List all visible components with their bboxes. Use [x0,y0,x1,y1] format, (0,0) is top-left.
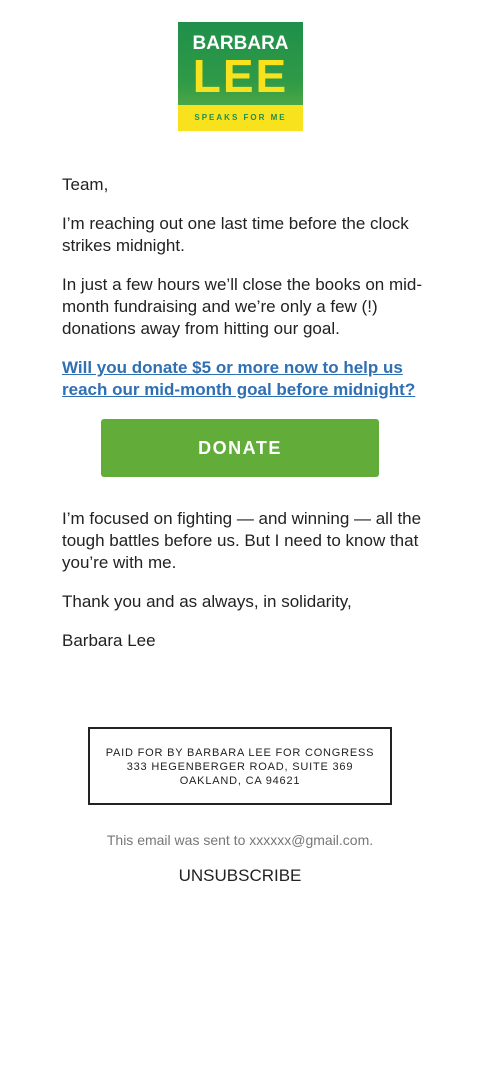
closing-paragraph-2: Thank you and as always, in solidarity, [62,592,352,611]
disclaimer-line-3: OAKLAND, CA 94621 [179,775,301,787]
logo-top-text: BARBARA [192,33,289,54]
disclaimer-line-1: PAID FOR BY BARBARA LEE FOR CONGRESS [105,747,375,759]
donate-ask-link[interactable]: Will you donate $5 or more now to help us reach our mid-month goal before midnight? [62,358,416,399]
signature: Barbara Lee [62,631,156,650]
barbara-lee-logo [178,22,303,131]
body-paragraph-1: I’m reaching out one last time before the clock strikes midnight. [62,214,409,255]
logo-main-text: LEE [192,50,289,102]
donate-button-wrap [0,419,480,477]
closing-paragraph-1: I’m focused on fighting — and winning — all the tough battles before us. But I need to know that you’re with me. [62,509,422,572]
greeting: Team, [62,175,109,194]
donate-button[interactable]: DONATE [101,419,379,477]
ask-paragraph [62,357,422,401]
unsubscribe-link[interactable]: UNSUBSCRIBE [178,866,302,885]
body-paragraph-2: In just a few hours we’ll close the books on mid-month fundraising and we’re only a few (!) donations away from hitting our goal. [62,275,423,338]
email-body [62,174,422,669]
paid-for-disclaimer [88,727,392,805]
disclaimer-line-2: 333 HEGENBERGER ROAD, SUITE 369 [126,761,354,773]
logo-tagline: SPEAKS FOR ME [194,113,287,122]
sent-to-notice: This email was sent to xxxxxx@gmail.com. [106,832,374,848]
logo-tagline-band [178,105,303,131]
